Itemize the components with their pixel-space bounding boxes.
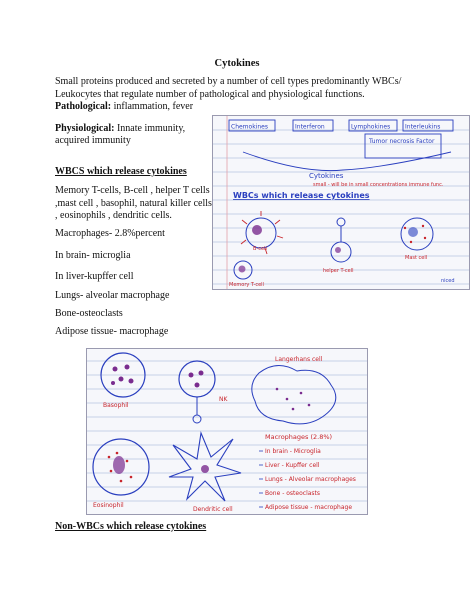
macrophage-list-item: Adipose tissue - macrophage xyxy=(265,504,353,511)
macrophages-line: Macrophages- 2.8%percent xyxy=(55,228,165,239)
memory-line-3: , eosinophils , dendritic cells. xyxy=(55,210,172,221)
macrophage-list-item: Lungs - Alveolar macrophages xyxy=(265,476,356,483)
handwritten-notes-photo-bottom xyxy=(86,348,368,515)
macrophage-list-item: Bone - osteoclasts xyxy=(265,490,321,497)
memory-line-2: ,mast cell , basophil, natural killer cells xyxy=(55,198,212,209)
nk-label: NK xyxy=(219,396,228,403)
cytokines-note: small - will be in small concentrations immune func. xyxy=(313,182,444,188)
lungs-line: Lungs- alveolar macrophage xyxy=(55,290,170,301)
pathological-text: inflammation, fever xyxy=(111,101,194,112)
b-cell-label: B-cell xyxy=(253,246,267,252)
wbc-heading: WBCS which release cytokines xyxy=(55,166,187,177)
box-chemokines: Chemokines xyxy=(231,123,268,131)
page-title: Cytokines xyxy=(214,58,260,69)
non-wbc-heading: Non-WBCs which release cytokines xyxy=(55,521,207,532)
memory-line-1: Memory T-cells, B-cell , helper T cells xyxy=(55,185,210,196)
macrophage-list-title: Macrophages (2.8%) xyxy=(265,433,333,441)
physiological-text: Innate immunity, xyxy=(114,123,186,134)
mast-cell-label: Mast cell xyxy=(405,255,428,261)
physiological-text-2: acquired immunity xyxy=(55,135,131,146)
cytokines-label: Cytokines xyxy=(309,172,344,180)
pathological-line xyxy=(55,101,193,114)
box-interferon: Interferon xyxy=(295,123,325,131)
pathological-label: Pathological: xyxy=(55,101,112,112)
box-interleukins: Interleukins xyxy=(405,123,441,131)
langerhans-label: Langerhans cell xyxy=(275,356,323,363)
adipose-line: Adipose tissue- macrophage xyxy=(55,326,169,337)
intro-paragraph: Small proteins produced and secreted by a number of cell types predominantly WBCs/ Leukocytes that regulate number of pathological and physiological functions. xyxy=(55,76,402,100)
macrophage-list-item: In brain - Microglia xyxy=(265,448,321,455)
handwritten-notes-photo-top xyxy=(212,115,470,290)
box-lymphokines: Lymphokines xyxy=(351,123,391,131)
eosinophil-label: Eosinophil xyxy=(93,502,124,509)
helper-t-cell-label: helper T-cell xyxy=(323,268,354,274)
basophil-label: Basophil xyxy=(103,402,129,409)
physiological-line xyxy=(55,123,185,136)
photo-heading: WBCs which release cytokines xyxy=(233,191,370,200)
brain-line: In brain- microglia xyxy=(55,250,131,261)
liver-line: In liver-kupffer cell xyxy=(55,271,134,282)
box-tnf: Tumor necrosis Factor xyxy=(369,138,435,145)
corner-note: niced xyxy=(441,278,455,284)
dendritic-label: Dendritic cell xyxy=(193,506,233,513)
macrophage-list-item: Liver - Kupffer cell xyxy=(265,462,320,469)
physiological-label: Physiological: xyxy=(55,123,115,134)
bone-line: Bone-osteoclasts xyxy=(55,308,123,319)
memory-t-cell-label: Memory T-cell xyxy=(229,282,264,288)
